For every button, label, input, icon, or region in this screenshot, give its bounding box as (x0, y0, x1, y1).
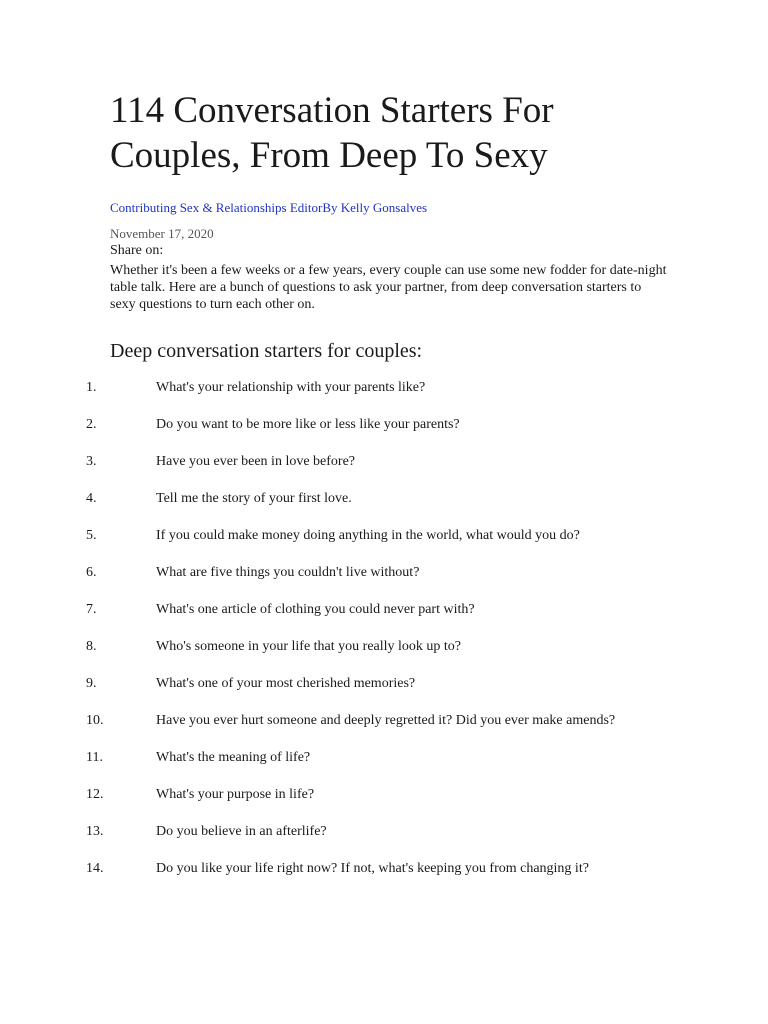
section-heading: Deep conversation starters for couples: (110, 340, 423, 362)
list-item (0, 822, 660, 841)
list-item (0, 748, 660, 767)
list-item-text: Do you like your life right now? If not, what's keeping you from changing it? (156, 861, 589, 876)
list-item-text: What's one article of clothing you could never part with? (156, 602, 475, 617)
list-item-number: 1. (86, 380, 97, 395)
list-item (0, 452, 660, 471)
author-byline[interactable]: Contributing Sex & Relationships EditorBy Kelly Gonsalves (110, 200, 428, 215)
list-item-text: Do you believe in an afterlife? (156, 824, 327, 839)
list-item-text: Tell me the story of your first love. (156, 491, 352, 506)
list-item (0, 489, 660, 508)
question-list (0, 378, 768, 896)
list-item-text: What's one of your most cherished memories? (156, 676, 416, 691)
list-item-text: Have you ever hurt someone and deeply regretted it? Did you ever make amends? (156, 713, 616, 728)
publish-date: November 17, 2020 (110, 226, 214, 241)
list-item-number: 9. (86, 676, 97, 691)
list-item-text: What's your purpose in life? (156, 787, 315, 802)
list-item-number: 4. (86, 491, 97, 506)
list-item-text: Do you want to be more like or less like your parents? (156, 417, 460, 432)
list-item (0, 600, 660, 619)
list-item (0, 711, 660, 730)
list-item-number: 11. (86, 750, 103, 765)
list-item-number: 6. (86, 565, 97, 580)
list-item (0, 785, 660, 804)
list-item-number: 7. (86, 602, 97, 617)
list-item (0, 859, 660, 878)
list-item (0, 563, 660, 582)
list-item-number: 5. (86, 528, 97, 543)
list-item-text: If you could make money doing anything in the world, what would you do? (156, 528, 580, 543)
list-item-text: What's the meaning of life? (156, 750, 311, 765)
list-item-number: 12. (86, 787, 104, 802)
intro-paragraph: Whether it's been a few weeks or a few years, every couple can use some new fodder for date-night table talk. Here are a bunch of questions to ask your partner, from deep conversation starters to sexy questions to turn each other on. (110, 263, 667, 312)
list-item-text: What are five things you couldn't live without? (156, 565, 420, 580)
list-item (0, 378, 660, 397)
share-label: Share on: (110, 243, 164, 258)
list-item-number: 14. (86, 861, 104, 876)
article-title: 114 Conversation Starters For Couples, From Deep To Sexy (110, 90, 554, 176)
list-item-number: 8. (86, 639, 97, 654)
list-item-number: 3. (86, 454, 97, 469)
list-item-number: 10. (86, 713, 104, 728)
list-item-text: Have you ever been in love before? (156, 454, 356, 469)
list-item-text: What's your relationship with your parents like? (156, 380, 426, 395)
list-item (0, 637, 660, 656)
list-item (0, 415, 660, 434)
list-item-text: Who's someone in your life that you really look up to? (156, 639, 462, 654)
list-item (0, 526, 660, 545)
list-item-number: 2. (86, 417, 97, 432)
list-item (0, 674, 660, 693)
list-item-number: 13. (86, 824, 104, 839)
